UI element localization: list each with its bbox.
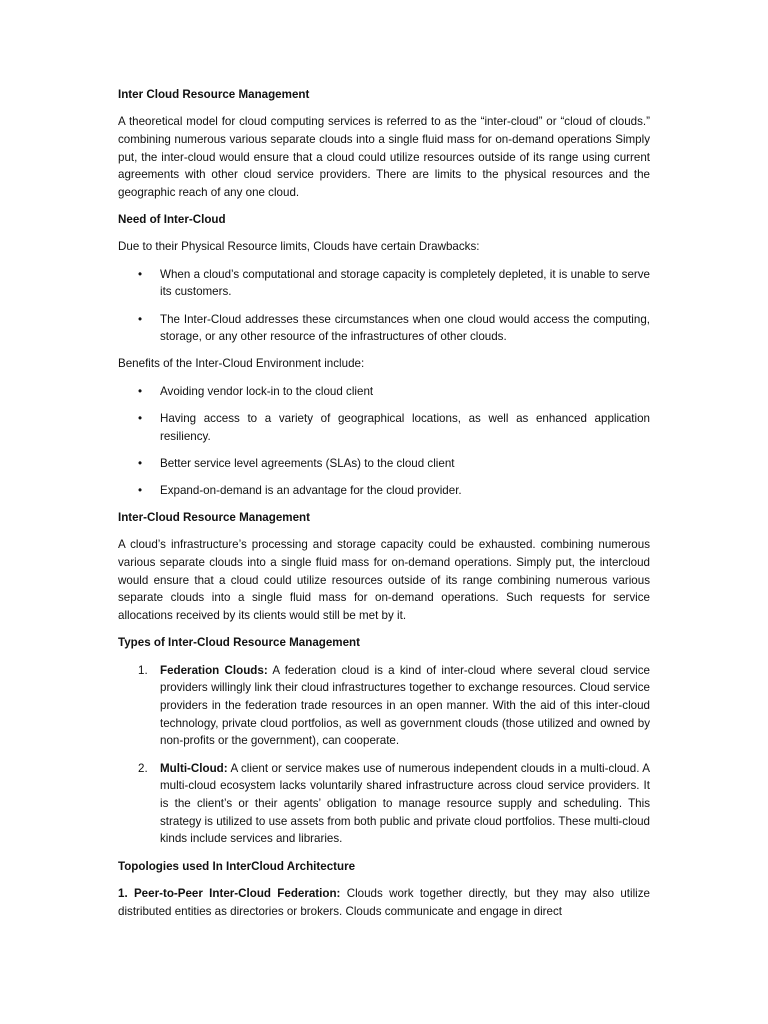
benefit-text: Having access to a variety of geographical locations, as well as enhanced application resiliency. [160,411,650,443]
bullet-icon: • [138,456,143,470]
drawback-text: The Inter-Cloud addresses these circumstances when one cloud would access the computing, storage, or any other resource of the infrastructures of other clouds. [160,312,650,344]
types-list [118,662,650,849]
drawbacks-intro: Due to their Physical Resource limits, Clouds have certain Drawbacks: [118,240,480,254]
list-item [118,383,650,401]
bullet-icon: • [138,384,143,398]
benefit-text: Avoiding vendor lock-in to the cloud client [160,384,374,398]
bullet-icon: • [138,267,143,281]
list-item [118,266,650,301]
topology-description: Clouds work together directly, but they may also utilize distributed entities as directories or brokers. Clouds communicate and engage in direct [118,886,650,918]
list-number: 2. [138,761,148,775]
drawbacks-list [118,266,650,346]
list-item [118,662,650,751]
bullet-icon: • [138,312,143,326]
heading-inter-cloud-resource-management: Inter Cloud Resource Management [118,88,310,101]
benefit-text: Better service level agreements (SLAs) to the cloud client [160,456,455,470]
heading-need-of-inter-cloud: Need of Inter-Cloud [118,213,226,227]
list-item [118,482,650,500]
drawback-text: When a cloud’s computational and storage capacity is completely depleted, it is unable to serve its customers. [160,267,650,299]
list-item [118,410,650,445]
benefit-text: Expand-on-demand is an advantage for the cloud provider. [160,483,462,497]
list-item [118,311,650,346]
list-item [118,760,650,849]
heading-topologies: Topologies used In InterCloud Architecture [118,859,356,873]
type-term: Federation Clouds: [160,663,268,677]
type-description: A federation cloud is a kind of inter-cloud where several cloud service providers willingly link their cloud infrastructures together to exchange resources. Cloud service providers in the federation trade resources in an open manner. With the aid of this inter-cloud technology, private cloud portfolios, as well as government clouds (those utilized and owned by non-profits or the government), can cooperate. [160,663,650,748]
document-page [118,86,650,930]
bullet-icon: • [138,411,143,425]
intro-paragraph: A theoretical model for cloud computing services is referred to as the “inter-cloud” or “cloud of clouds.” combining numerous various separate clouds into a single fluid mass for on-demand operations Simply put, the inter-cloud would ensure that a cloud could utilize resources outside of its range using current agreements with other cloud service providers. There are limits to the physical resources and the geographic reach of any one cloud. [118,115,650,200]
topology-term: 1. Peer-to-Peer Inter-Cloud Federation: [118,886,341,900]
benefits-intro: Benefits of the Inter-Cloud Environment include: [118,357,365,371]
list-number: 1. [138,663,148,677]
list-item [118,455,650,473]
type-term: Multi-Cloud: [160,761,228,775]
bullet-icon: • [138,483,143,497]
peer-to-peer-paragraph [118,885,650,920]
benefits-list [118,383,650,500]
heading-types: Types of Inter-Cloud Resource Management [118,636,361,650]
resource-management-paragraph: A cloud’s infrastructure’s processing and storage capacity could be exhausted. combining numerous various separate clouds into a single fluid mass for on-demand operations. Simply put, the intercloud would ensure that a cloud could utilize resources outside of its range combining numerous various separate clouds into a single fluid mass for on-demand operations. Such requests for service allocations received by its clients would still be met by it. [118,538,650,623]
heading-inter-cloud-resource-management-2: Inter-Cloud Resource Management [118,511,310,525]
type-description: A client or service makes use of numerous independent clouds in a multi-cloud. A multi-cloud ecosystem lacks voluntarily shared infrastructure across cloud service providers. It is the client’s or their agents’ obligation to manage resource supply and scheduling. This strategy is utilized to use assets from both public and private cloud portfolios. These multi-cloud kinds include services and libraries. [160,761,650,846]
